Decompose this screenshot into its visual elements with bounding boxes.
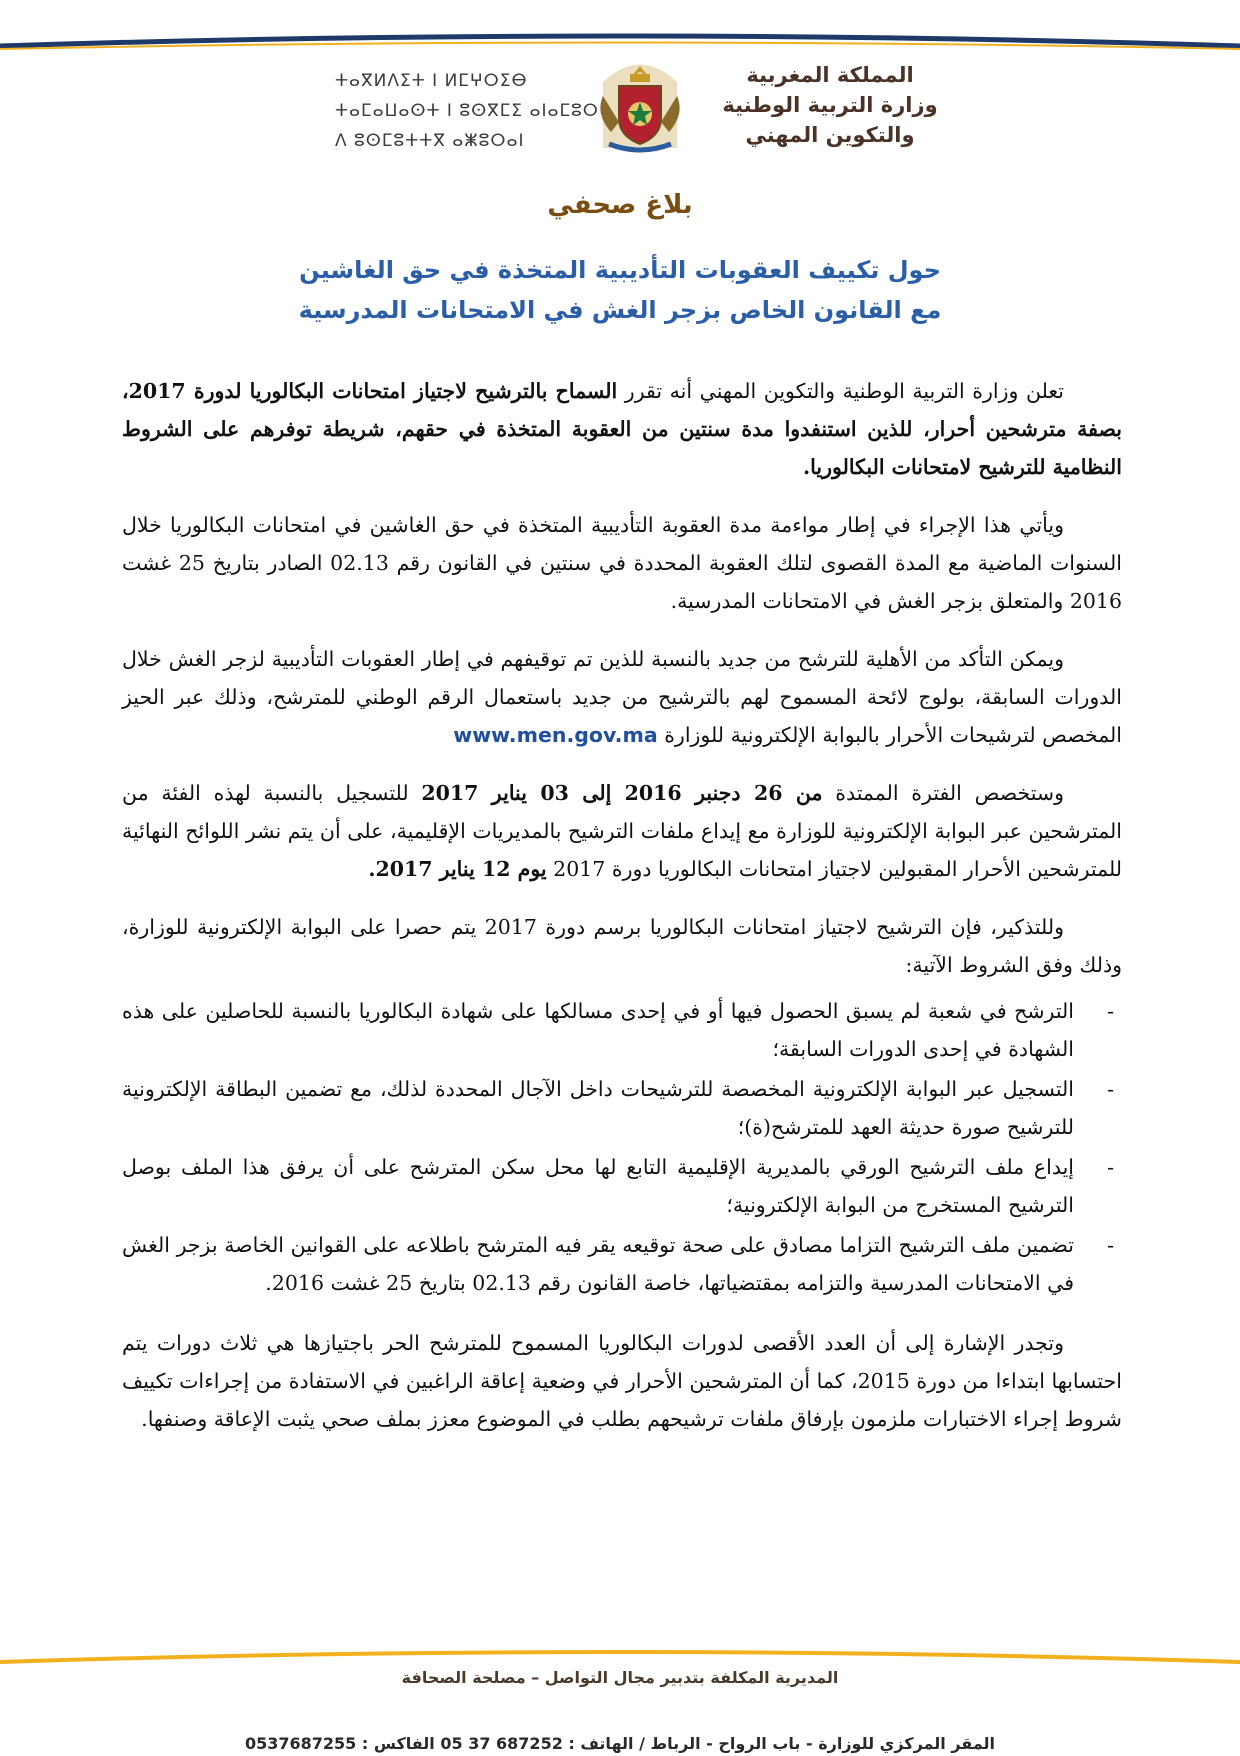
list-dash-icon: - <box>1107 1077 1114 1101</box>
ministry-tz-line-3: ⴷ ⵓⵙⵎⵓⵜⵜⴳ ⴰⵥⵓⵔⴰⵏ <box>335 131 525 151</box>
ministry-tz-line-1: ⵜⴰⴳⵍⴷⵉⵜ ⵏ ⵍⵎⵖⵔⵉⴱ <box>335 71 528 91</box>
subject-line-1: حول تكييف العقوبات التأديبية المتخذة في حق الغاشين <box>299 256 941 284</box>
paragraph-announcement-intro: تعلن وزارة التربية الوطنية والتكوين المهني أنه تقرر <box>617 379 1065 403</box>
condition-item <box>122 1148 1122 1224</box>
condition-text: إيداع ملف الترشيح الورقي بالمديرية الإقليمية التابع لها محل سكن المترشح على أن يرفق هذا الملف بوصل الترشيح المستخرج من البوابة الإلكترونية؛ <box>122 1155 1074 1217</box>
list-dash-icon: - <box>1107 999 1114 1023</box>
condition-text: تضمين ملف الترشيح التزاما مصادق على صحة توقيعه يقر فيه المترشح باطلاعه على القوانين الخاصة بزجر الغش في الامتحانات المدرسية والتزامه بمقتضياتها، خاصة القانون رقم 02.13 بتاريخ 25 غشت 2016. <box>122 1233 1074 1295</box>
paragraph-registration-period <box>122 774 1122 888</box>
press-release-body <box>122 372 1122 1458</box>
registration-period-details: للتسجيل بالنسبة لهذه الفئة من المترشحين عبر البوابة الإلكترونية للوزارة مع إيداع ملفات الترشيح بالمديريات الإقليمية، على أن يتم نشر اللوائح النهائية للمترشحين الأحرار المقبولين لاجتياز امتحانات البكالوريا دورة 2017 <box>122 781 1122 881</box>
condition-item <box>122 1070 1122 1146</box>
list-dash-icon: - <box>1107 1155 1114 1179</box>
ministry-name-arabic <box>715 60 945 150</box>
footer-department: المديرية المكلفة بتدبير مجال التواصل – مصلحة الصحافة <box>401 1668 839 1687</box>
condition-item <box>122 992 1122 1068</box>
paragraph-note: وتجدر الإشارة إلى أن العدد الأقصى لدورات البكالوريا المسموح للمترشح الحر باجتيازها هي ثلاث دورات يتم احتسابها ابتداءا من دورة 2015، كما أن المترشحين الأحرار في وضعية إعاقة الراغبين في الاستفادة من إجراءات تكييف شروط إجراء الاختبارات ملزمون بإرفاق ملفات ترشيحهم بطلب في الموضوع معزز بملف صحي يثبت الإعاقة وصنفها. <box>122 1331 1122 1431</box>
press-release-headline <box>0 190 1240 330</box>
ministry-ar-line-3: والتكوين المهني <box>745 123 915 147</box>
press-release-title: بلاغ صحفي <box>547 190 693 220</box>
subject-line-2: مع القانون الخاص بزجر الغش في الامتحانات المدرسية <box>298 296 942 324</box>
ministry-ar-line-2: وزارة التربية الوطنية <box>722 93 938 117</box>
list-dash-icon: - <box>1107 1233 1114 1257</box>
conditions-list <box>122 992 1122 1302</box>
paragraph-context: ويأتي هذا الإجراء في إطار مواءمة مدة العقوبة التأديبية المتخذة في حق الغاشين في امتحانات البكالوريا خلال السنوات الماضية مع المدة القصوى لتلك العقوبة المحددة في سنتين في القانون رقم 02.13 الصادر بتاريخ 25 غشت 2016 والمتعلق بزجر الغش في الامتحانات المدرسية. <box>122 513 1123 613</box>
paragraph-eligibility-text: ويمكن التأكد من الأهلية للترشح من جديد بالنسبة للذين تم توقيفهم في إطار العقوبات التأديبية لزجر الغش خلال الدورات السابقة، بولوج لائحة المسموح لهم بالترشيح من جديد باستعمال الرقم الوطني للمترشح، وذلك عبر الحيز المخصص لترشيحات الأحرار بالبوابة الإلكترونية للوزارة <box>122 647 1122 747</box>
paragraph-reminder: وللتذكير، فإن الترشيح لاجتياز امتحانات البكالوريا برسم دورة 2017 يتم حصرا على البوابة الإلكترونية للوزارة، وذلك وفق الشروط الآتية: <box>122 915 1122 977</box>
paragraph-announcement <box>122 372 1122 486</box>
paragraph-announcement-decision: السماح بالترشيح لاجتياز امتحانات البكالوريا لدورة 2017، بصفة مترشحين أحرار، للذين استنفدوا مدة سنتين من العقوبة المتخذة في حقهم، شريطة توفرهم على الشروط النظامية للترشيح لامتحانات البكالوريا. <box>122 379 1122 479</box>
ministry-tz-line-2: ⵜⴰⵎⴰⵡⴰⵙⵜ ⵏ ⵓⵙⴳⵎⵉ ⴰⵏⴰⵎⵓⵔ <box>335 101 599 121</box>
condition-text: الترشح في شعبة لم يسبق الحصول فيها أو في إحدى مسالكها على شهادة البكالوريا بالنسبة للحاصلين على هذه الشهادة في إحدى الدورات السابقة؛ <box>122 999 1074 1061</box>
ministry-website-link[interactable]: www.men.gov.ma <box>453 723 658 747</box>
paragraph-eligibility <box>122 640 1122 754</box>
ministry-ar-line-1: المملكة المغربية <box>746 63 914 87</box>
coat-of-arms-icon <box>585 52 695 162</box>
condition-text: التسجيل عبر البوابة الإلكترونية المخصصة للترشيحات داخل الآجال المحددة لذلك، مع تضمين البطاقة الإلكترونية للترشيح صورة حديثة العهد للمترشح(ة)؛ <box>122 1077 1074 1139</box>
registration-period-dates: من 26 دجنبر 2016 إلى 03 يناير 2017 <box>421 781 823 805</box>
ministry-name-tifinagh <box>335 66 599 156</box>
final-lists-date: يوم 12 يناير 2017. <box>368 857 547 881</box>
condition-item <box>122 1226 1122 1302</box>
registration-period-intro: وستخصص الفترة الممتدة <box>822 781 1064 805</box>
footer <box>0 1664 1240 1756</box>
footer-contact: المقر المركزي للوزارة - باب الرواح - الرباط / الهاتف : 687252 37 05 الفاكس : 0537687255 <box>244 1734 996 1753</box>
